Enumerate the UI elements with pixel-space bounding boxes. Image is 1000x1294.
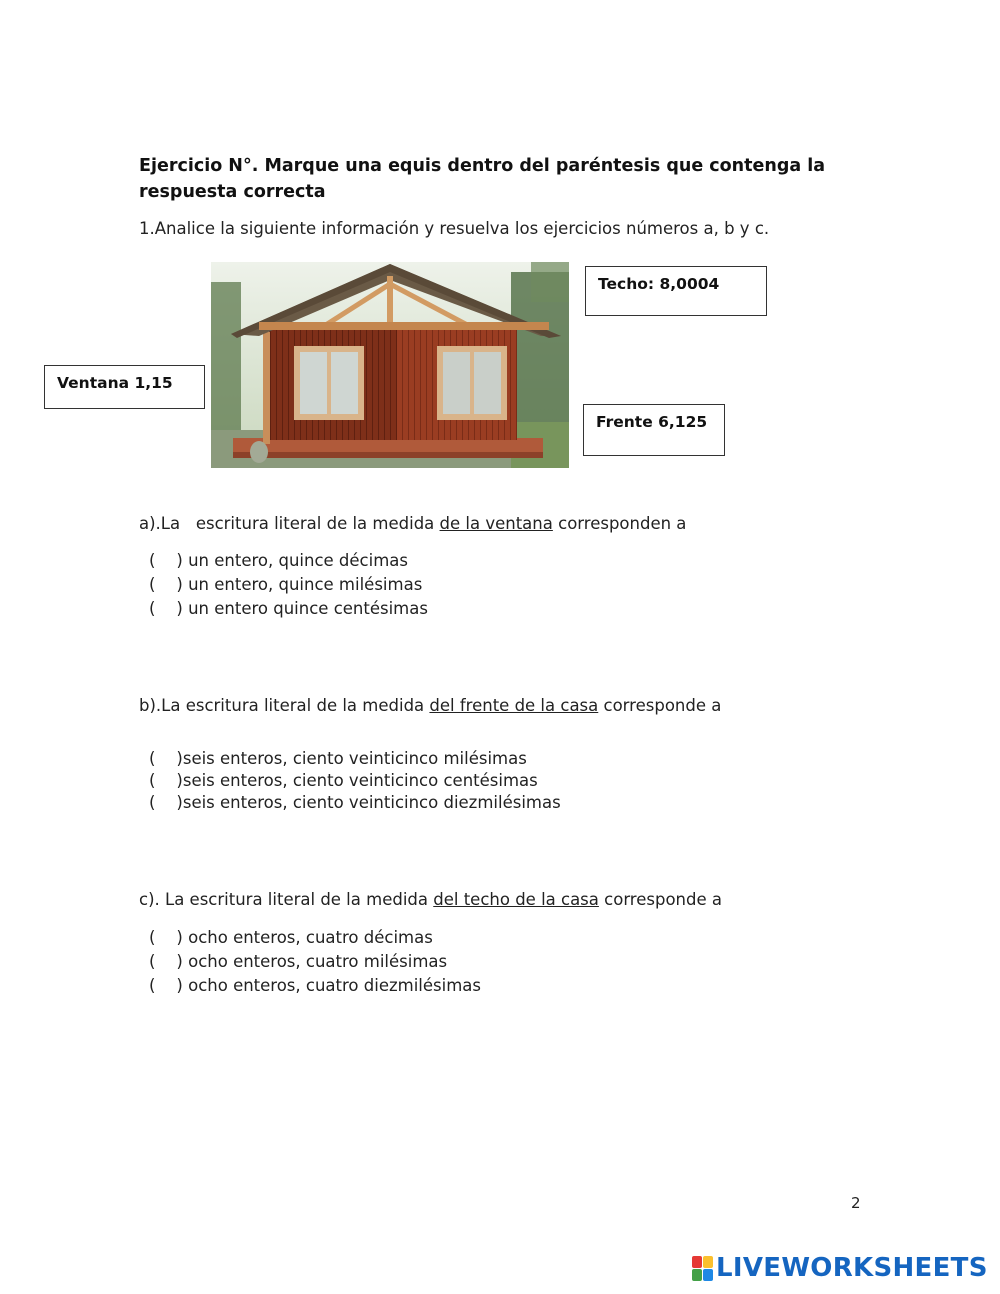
- question-c: c). La escritura literal de la medida del techo de la casa corresponde a: [139, 890, 722, 909]
- option-b3[interactable]: ( )seis enteros, ciento veinticinco diezmilésimas: [149, 793, 561, 812]
- underlined-term: del techo de la casa: [433, 890, 599, 909]
- option-c1[interactable]: ( ) ocho enteros, cuatro décimas: [149, 928, 433, 947]
- label-ventana: Ventana 1,15: [44, 365, 205, 409]
- options-c: [149, 926, 481, 998]
- logo-text: LIVEWORKSHEETS: [716, 1253, 988, 1283]
- question-a: a).La escritura literal de la medida de la ventana corresponden a: [139, 514, 687, 533]
- house-image: [211, 262, 569, 468]
- underlined-term: de la ventana: [439, 514, 553, 533]
- liveworksheets-logo: [692, 1253, 988, 1283]
- option-a2[interactable]: ( ) un entero, quince milésimas: [149, 575, 423, 594]
- option-b2[interactable]: ( )seis enteros, ciento veinticinco centésimas: [149, 771, 538, 790]
- exercise-title: Ejercicio N°. Marque una equis dentro del paréntesis que contenga la respuesta correcta: [139, 156, 826, 202]
- options-b: [149, 748, 561, 814]
- logo-icon: [692, 1256, 713, 1281]
- option-a1[interactable]: ( ) un entero, quince décimas: [149, 551, 408, 570]
- option-b1[interactable]: ( )seis enteros, ciento veinticinco milésimas: [149, 749, 527, 768]
- page-number: 2: [851, 1194, 861, 1212]
- question-b: b).La escritura literal de la medida del frente de la casa corresponde a: [139, 696, 722, 715]
- label-frente: Frente 6,125: [583, 404, 725, 456]
- option-c3[interactable]: ( ) ocho enteros, cuatro diezmilésimas: [149, 976, 481, 995]
- underlined-term: del frente de la casa: [429, 696, 599, 715]
- exercise-intro: 1.Analice la siguiente información y resuelva los ejercicios números a, b y c.: [139, 219, 770, 238]
- option-a3[interactable]: ( ) un entero quince centésimas: [149, 599, 428, 618]
- label-techo: Techo: 8,0004: [585, 266, 767, 316]
- option-c2[interactable]: ( ) ocho enteros, cuatro milésimas: [149, 952, 448, 971]
- options-a: [149, 549, 428, 621]
